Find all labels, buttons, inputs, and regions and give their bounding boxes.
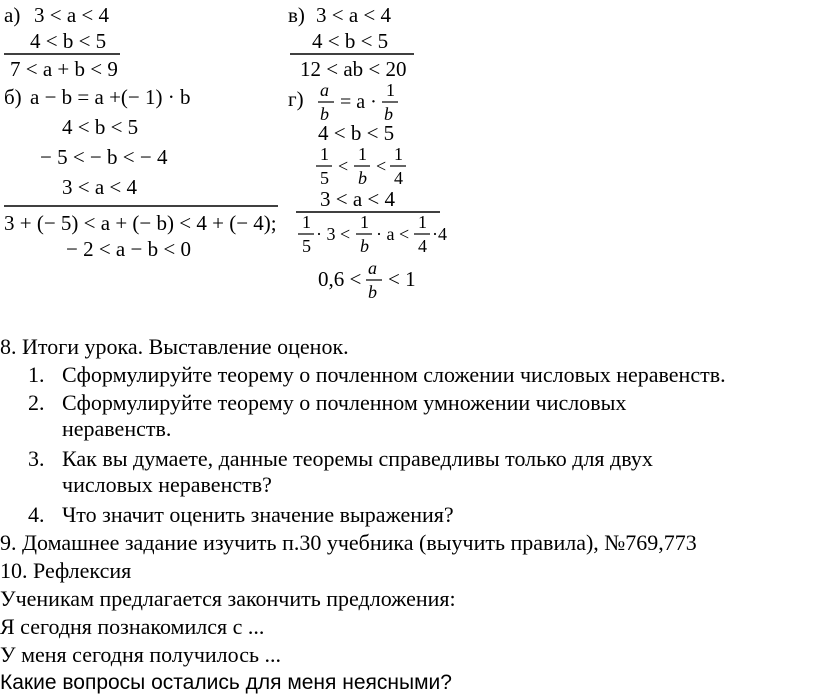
svg-text:1: 1: [360, 212, 369, 232]
math-solutions-image: [0, 0, 816, 310]
list-item-number: 1.: [28, 362, 45, 387]
part-v-label: в): [288, 3, 305, 27]
list-item-text: Что значит оценить значение выражения?: [62, 502, 454, 527]
svg-text:b: b: [384, 104, 393, 124]
section-8-heading: 8. Итоги урока. Выставление оценок.: [0, 334, 349, 359]
svg-text:<: <: [376, 156, 387, 176]
list-item-text-cont: числовых неравенств?: [62, 472, 272, 497]
svg-text:1: 1: [418, 212, 427, 232]
part-v-line2: 4 < b < 5: [312, 29, 389, 53]
part-b-label: б): [4, 85, 22, 109]
svg-text:1: 1: [358, 144, 367, 164]
part-g-reciprocal: [316, 144, 406, 188]
part-b-line3: − 5 < − b < − 4: [40, 145, 168, 169]
svg-text:4: 4: [418, 236, 427, 256]
svg-text:5: 5: [320, 168, 329, 188]
part-a-line3: 7 < a + b < 9: [10, 57, 118, 81]
part-b-line2: 4 < b < 5: [62, 115, 139, 139]
svg-text:b: b: [320, 104, 329, 124]
part-b-line6: − 2 < a − b < 0: [66, 237, 191, 261]
reflection-intro: Ученикам предлагается закончить предложения:: [0, 586, 456, 611]
part-v-line3: 12 < ab < 20: [300, 57, 407, 81]
part-b-line4: 3 < a < 4: [62, 175, 138, 199]
svg-text:b: b: [368, 282, 377, 302]
part-g-product: [298, 212, 447, 256]
reflection-sentence-1: Я сегодня познакомился с ...: [0, 614, 265, 639]
part-v-line1: 3 < a < 4: [316, 3, 392, 27]
part-g-result-fraction: [366, 258, 382, 302]
part-a-line2: 4 < b < 5: [30, 29, 107, 53]
list-item-text-cont: неравенств.: [62, 416, 172, 441]
svg-text:1: 1: [386, 80, 395, 100]
part-g-line2: 4 < b < 5: [318, 121, 395, 145]
svg-text:1: 1: [394, 144, 403, 164]
svg-text:a: a: [320, 80, 329, 100]
section-9-homework: 9. Домашнее задание изучить п.30 учебника (выучить правила), №769,773: [0, 530, 697, 555]
svg-text:5: 5: [302, 236, 311, 256]
svg-text:·4: ·4: [432, 224, 447, 244]
part-a-line1: 3 < a < 4: [34, 3, 110, 27]
svg-text:b: b: [358, 168, 367, 188]
reflection-sentence-3: Какие вопросы остались для меня неясными?: [0, 671, 452, 694]
list-item-number: 2.: [28, 390, 45, 415]
list-item-text: Сформулируйте теорему о почленном умножении числовых: [62, 390, 627, 415]
list-item-number: 4.: [28, 502, 45, 527]
part-a-label: а): [4, 3, 21, 27]
svg-text:4: 4: [394, 168, 403, 188]
section-10-heading: 10. Рефлексия: [0, 558, 132, 583]
svg-text:<: <: [338, 156, 349, 176]
svg-text:= a ·: = a ·: [340, 91, 377, 113]
list-item-number: 3.: [28, 446, 45, 471]
part-g-label: г): [288, 87, 304, 111]
svg-text:· a <: · a <: [376, 224, 410, 244]
part-b-line1: a − b = a +(− 1) · b: [30, 85, 191, 109]
list-item-text: Сформулируйте теорему о почленном сложении числовых неравенств.: [62, 362, 726, 387]
part-g-result-start: 0,6 <: [318, 267, 362, 291]
reflection-sentence-2: У меня сегодня получилось ...: [0, 642, 282, 667]
part-g-result-end: < 1: [388, 267, 416, 291]
svg-text:b: b: [360, 236, 369, 256]
part-g-formula: [318, 80, 398, 124]
list-item-text: Как вы думаете, данные теоремы справедливы только для двух: [62, 446, 653, 471]
svg-text:a: a: [368, 258, 377, 278]
svg-text:1: 1: [320, 144, 329, 164]
part-g-line4: 3 < a < 4: [320, 187, 396, 211]
svg-text:1: 1: [302, 212, 311, 232]
part-b-line5: 3 + (− 5) < a + (− b) < 4 + (− 4);: [4, 211, 277, 235]
svg-text:· 3 <: · 3 <: [316, 224, 351, 244]
